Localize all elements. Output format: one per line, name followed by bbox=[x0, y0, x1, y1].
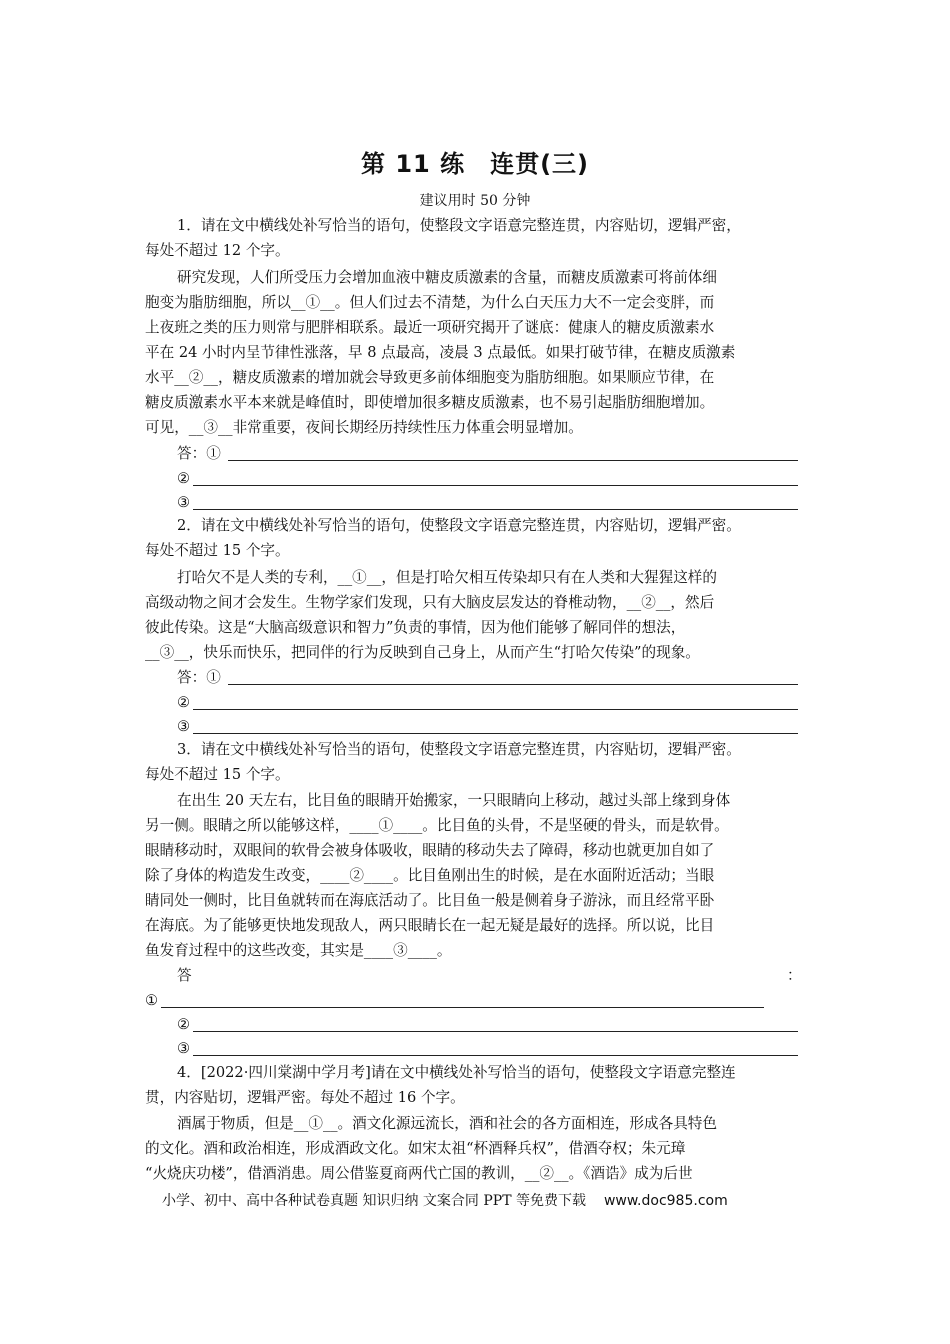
question-4-passage-line: 酒属于物质，但是__①__。酒文化源远流长，酒和社会的各方面相连，形成各具特色 bbox=[177, 1115, 717, 1132]
question-4-passage-line: 的文化。酒和政治相连，形成酒政文化。如宋太祖“杯酒释兵权”，借酒夺权；朱元璋 bbox=[145, 1140, 686, 1157]
question-1-passage-line: 胞变为脂肪细胞，所以__①__。但人们过去不清楚，为什么白天压力大不一定会变胖，而 bbox=[145, 294, 715, 311]
question-3-passage-line: 在出生 20 天左右，比目鱼的眼睛开始搬家，一只眼睛向上移动，越过头部上缘到身体 bbox=[177, 792, 731, 809]
question-4-prompt-line-2: 贯，内容贴切，逻辑严密。每处不超过 16 个字。 bbox=[145, 1089, 465, 1106]
question-1-passage-line: 上夜班之类的压力则常与肥胖相联系。最近一项研究揭开了谜底：健康人的糖皮质激素水 bbox=[145, 319, 715, 336]
question-3-answer-label-2: ② bbox=[177, 1016, 191, 1033]
footer-url-link[interactable]: www.doc985.com bbox=[603, 1193, 728, 1209]
question-2-passage-line: 高级动物之间才会发生。生物学家们发现，只有大脑皮层发达的脊椎动物，__②__，然后 bbox=[145, 594, 715, 611]
question-2-answer-label-2: ② bbox=[177, 694, 191, 711]
question-2-answer-line-2[interactable] bbox=[193, 709, 798, 710]
question-1-passage-line: 水平__②__，糖皮质激素的增加就会导致更多前体细胞变为脂肪细胞。如果顺应节律，在 bbox=[145, 369, 715, 386]
question-2-answer-label-1: 答：① bbox=[177, 669, 221, 686]
question-3-prompt-line-2: 每处不超过 15 个字。 bbox=[145, 766, 290, 783]
question-4-passage-line: “火烧庆功楼”，借酒消患。周公借鉴夏商两代亡国的教训，__②__。《酒诰》成为后世 bbox=[145, 1165, 693, 1182]
suggested-time: 建议用时 50 分钟 bbox=[419, 193, 531, 209]
question-3-answer-label: 答 bbox=[177, 967, 192, 984]
question-2-prompt-line-2: 每处不超过 15 个字。 bbox=[145, 542, 290, 559]
question-1-answer-label-1: 答：① bbox=[177, 445, 221, 462]
question-2-answer-line-3[interactable] bbox=[193, 733, 798, 734]
question-3-prompt-line-1: 3．请在文中横线处补写恰当的语句，使整段文字语意完整连贯，内容贴切，逻辑严密。 bbox=[177, 741, 741, 758]
question-3-passage-line: 鱼发育过程中的这些改变，其实是____③____。 bbox=[145, 942, 452, 959]
question-2-passage-line: __③__，快乐而快乐，把同伴的行为反映到自己身上，从而产生“打哈欠传染”的现象。 bbox=[145, 644, 700, 661]
question-4-prompt-line-1: 4．[2022·四川棠湖中学月考]请在文中横线处补写恰当的语句，使整段文字语意完整连 bbox=[177, 1064, 736, 1081]
question-1-answer-line-3[interactable] bbox=[193, 509, 798, 510]
question-3-answer-colon: ： bbox=[787, 967, 802, 984]
question-3-answer-line-3[interactable] bbox=[193, 1055, 798, 1056]
question-1-passage-line: 平在 24 小时内呈节律性涨落，早 8 点最高，凌晨 3 点最低。如果打破节律，在糖皮质激素 bbox=[145, 344, 736, 361]
question-1-answer-line-1[interactable] bbox=[228, 460, 798, 461]
question-1-passage-line: 研究发现，人们所受压力会增加血液中糖皮质激素的含量，而糖皮质激素可将前体细 bbox=[177, 269, 717, 286]
question-1-answer-label-2: ② bbox=[177, 470, 191, 487]
footer-text: 小学、初中、高中各种试卷真题 知识归纳 文案合同 PPT 等免费下载 bbox=[162, 1193, 586, 1209]
question-1-answer-line-2[interactable] bbox=[193, 485, 798, 486]
question-3-answer-label-3: ③ bbox=[177, 1040, 191, 1057]
question-1-passage-line: 糖皮质激素水平本来就是峰值时，即使增加很多糖皮质激素，也不易引起脂肪细胞增加。 bbox=[145, 394, 715, 411]
question-3-passage-line: 眼睛移动时，双眼间的软骨会被身体吸收，眼睛的移动失去了障碍，移动也就更加自如了 bbox=[145, 842, 715, 859]
question-1-prompt-line-1: 1．请在文中横线处补写恰当的语句，使整段文字语意完整连贯，内容贴切，逻辑严密， bbox=[177, 217, 741, 234]
page-footer bbox=[162, 1190, 822, 1210]
question-1-prompt-line-2: 每处不超过 12 个字。 bbox=[145, 242, 290, 259]
question-2-passage-line: 彼此传染。这是“大脑高级意识和智力”负责的事情，因为他们能够了解同伴的想法， bbox=[145, 619, 686, 636]
question-3-answer-label-1: ① bbox=[145, 992, 159, 1009]
question-2-prompt-line-1: 2．请在文中横线处补写恰当的语句，使整段文字语意完整连贯，内容贴切，逻辑严密。 bbox=[177, 517, 741, 534]
question-3-answer-line-1[interactable] bbox=[161, 1007, 764, 1008]
question-3-answer-line-2[interactable] bbox=[193, 1031, 798, 1032]
question-1-passage-line: 可见，__③__非常重要，夜间长期经历持续性压力体重会明显增加。 bbox=[145, 419, 583, 436]
question-1-answer-label-3: ③ bbox=[177, 494, 191, 511]
question-3-passage-line: 另一侧。眼睛之所以能够这样，____①____。比目鱼的头骨，不是坚硬的骨头，而是软骨。 bbox=[145, 817, 729, 834]
question-2-passage-line: 打哈欠不是人类的专利，__①__，但是打哈欠相互传染却只有在人类和大猩猩这样的 bbox=[177, 569, 717, 586]
question-3-passage-line: 睛同处一侧时，比目鱼就转而在海底活动了。比目鱼一般是侧着身子游泳，而且经常平卧 bbox=[145, 892, 715, 909]
question-3-passage-line: 在海底。为了能够更快地发现敌人，两只眼睛长在一起无疑是最好的选择。所以说，比目 bbox=[145, 917, 715, 934]
page-title: 第 11 练 连贯(三) bbox=[360, 150, 590, 178]
question-3-passage-line: 除了身体的构造发生改变，____②____。比目鱼刚出生的时候，是在水面附近活动；当眼 bbox=[145, 867, 715, 884]
question-2-answer-label-3: ③ bbox=[177, 718, 191, 735]
question-2-answer-line-1[interactable] bbox=[228, 684, 798, 685]
